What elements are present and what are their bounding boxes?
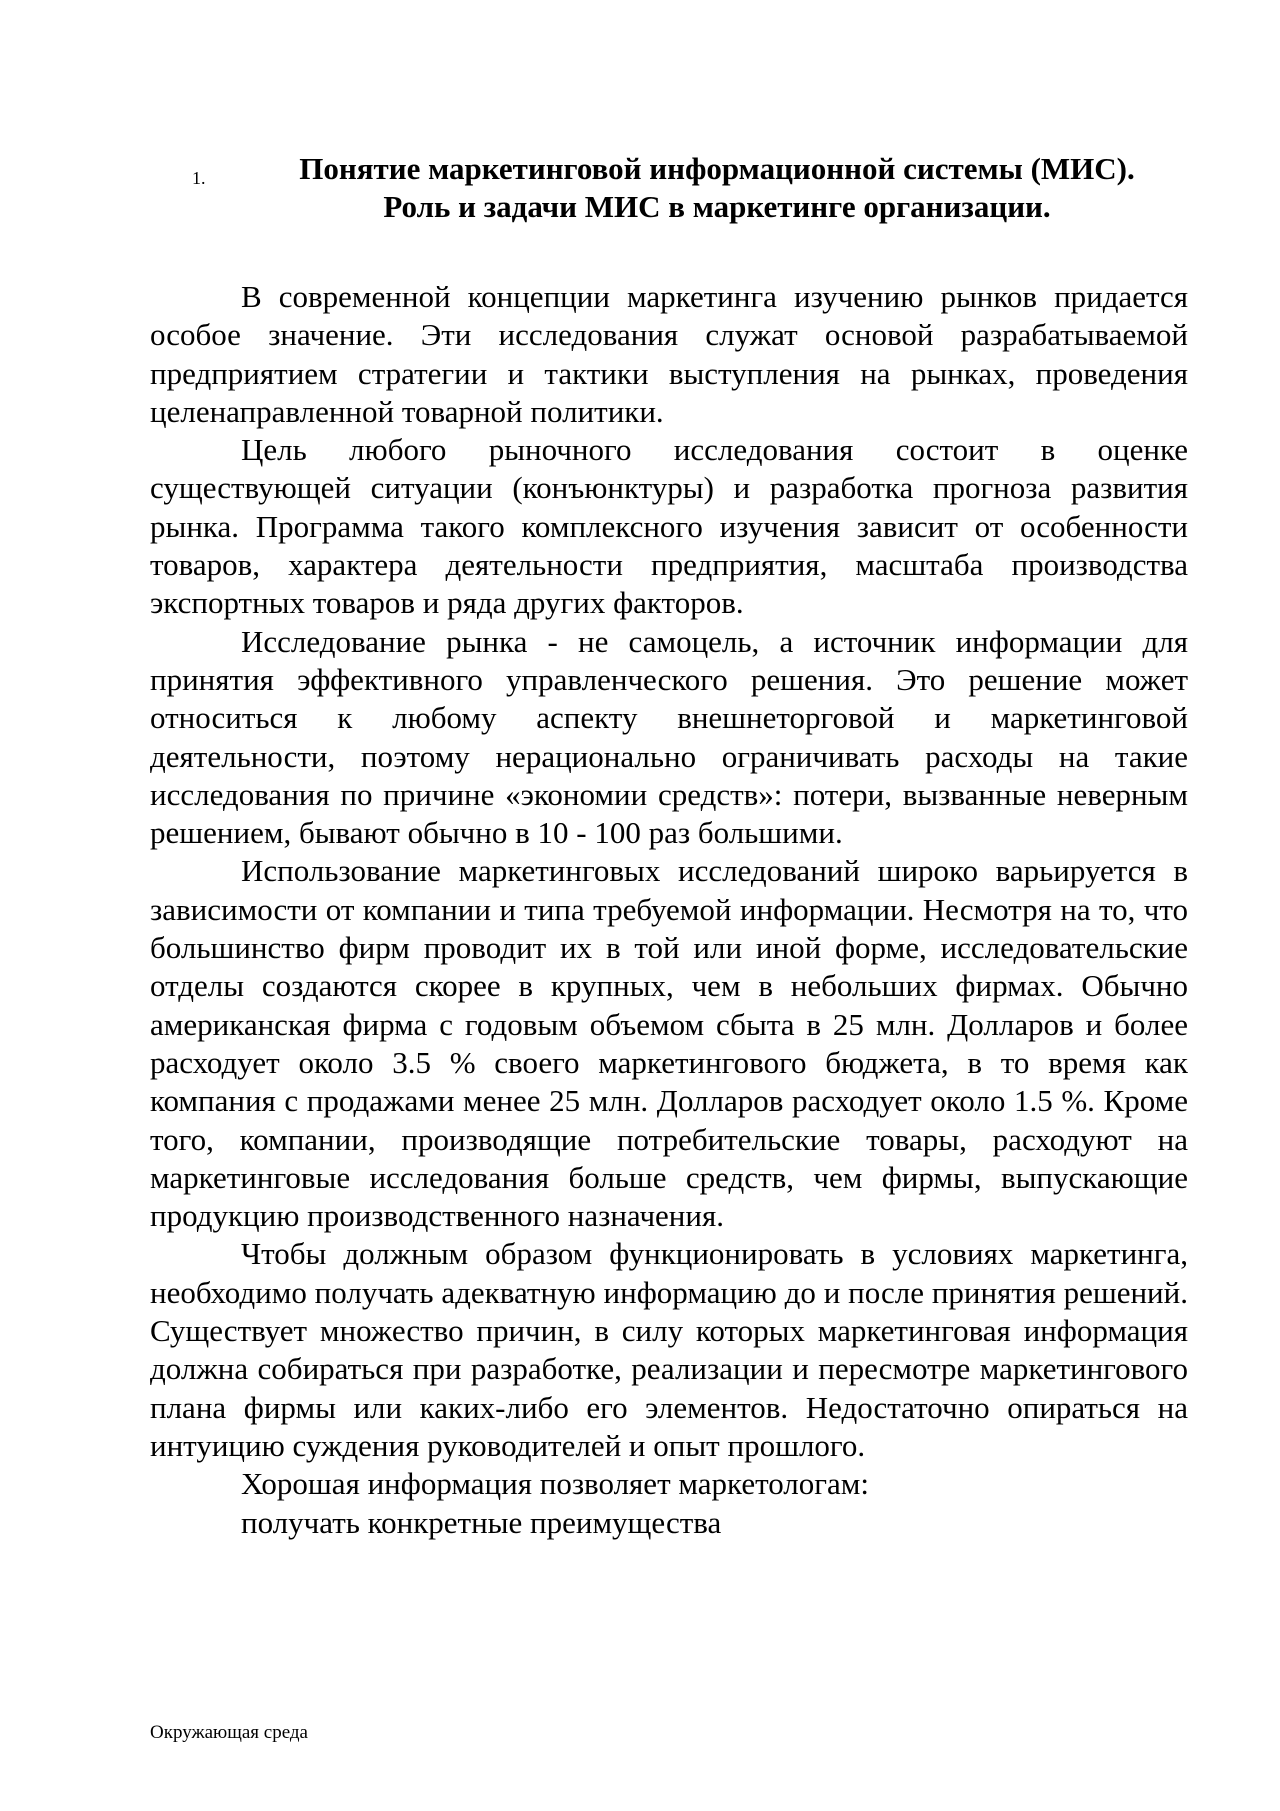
paragraph-7: получать конкретные преимущества (241, 1504, 722, 1540)
paragraph-3: Исследование рынка - не самоцель, а источник информации для принятия эффективного управленческого решения. Это решение может относиться к любому аспекту внешнеторговой и маркетинговой деятельности, поэтому нерационально ограничивать расходы на такие исследования по причине «экономии средств»: потери, вызванные неверным решением, бывают обычно в 10 - 100 раз большими. (150, 623, 1188, 851)
heading-line-2: Роль и задачи МИС в маркетинге организации. (383, 189, 1051, 224)
heading-title (244, 150, 1190, 226)
body-text (150, 278, 1188, 1542)
paragraph-1: В современной концепции маркетинга изучению рынков придается особое значение. Эти исследования служат основой разрабатываемой предприятием стратегии и тактики выступления на рынках, проведения целенаправленной товарной политики. (150, 279, 1188, 429)
heading-number: 1. (192, 168, 206, 188)
paragraph-5: Чтобы должным образом функционировать в условиях маркетинга, необходимо получать адекватную информацию до и после принятия решений. Существует множество причин, в силу которых маркетинговая информация должна собираться при разработке, реализации и пересмотре маркетингового плана фирмы или каких-либо его элементов. Недостаточно опираться на интуицию суждения руководителей и опыт прошлого. (150, 1236, 1188, 1463)
heading-line-1: Понятие маркетинговой информационной системы (МИС). (299, 151, 1135, 186)
paragraph-2: Цель любого рыночного исследования состоит в оценке существующей ситуации (конъюнктуры) и разработка прогноза развития рынка. Программа такого комплексного изучения зависит от особенности товаров, характера деятельности предприятия, масштаба производства экспортных товаров и ряда других факторов. (150, 432, 1188, 621)
paragraph-4: Использование маркетинговых исследований широко варьируется в зависимости от компании и типа требуемой информации. Несмотря на то, что большинство фирм проводит их в той или иной форме, исследовательские отделы создаются скорее в крупных, чем в небольших фирмах. Обычно американская фирма с годовым объемом сбыта в 25 млн. Долларов и более расходует около 3.5 % своего маркетингового бюджета, в то время как компания с продажами менее 25 млн. Долларов расходует около 1.5 %. Кроме того, компании, производящие потребительские товары, расходуют на маркетинговые исследования больше средств, чем фирмы, выпускающие продукцию производственного назначения. (150, 853, 1188, 1234)
paragraph-6: Хорошая информация позволяет маркетологам: (241, 1466, 869, 1502)
section-heading (150, 150, 1190, 226)
page-footer: Окружающая среда (150, 1722, 308, 1743)
